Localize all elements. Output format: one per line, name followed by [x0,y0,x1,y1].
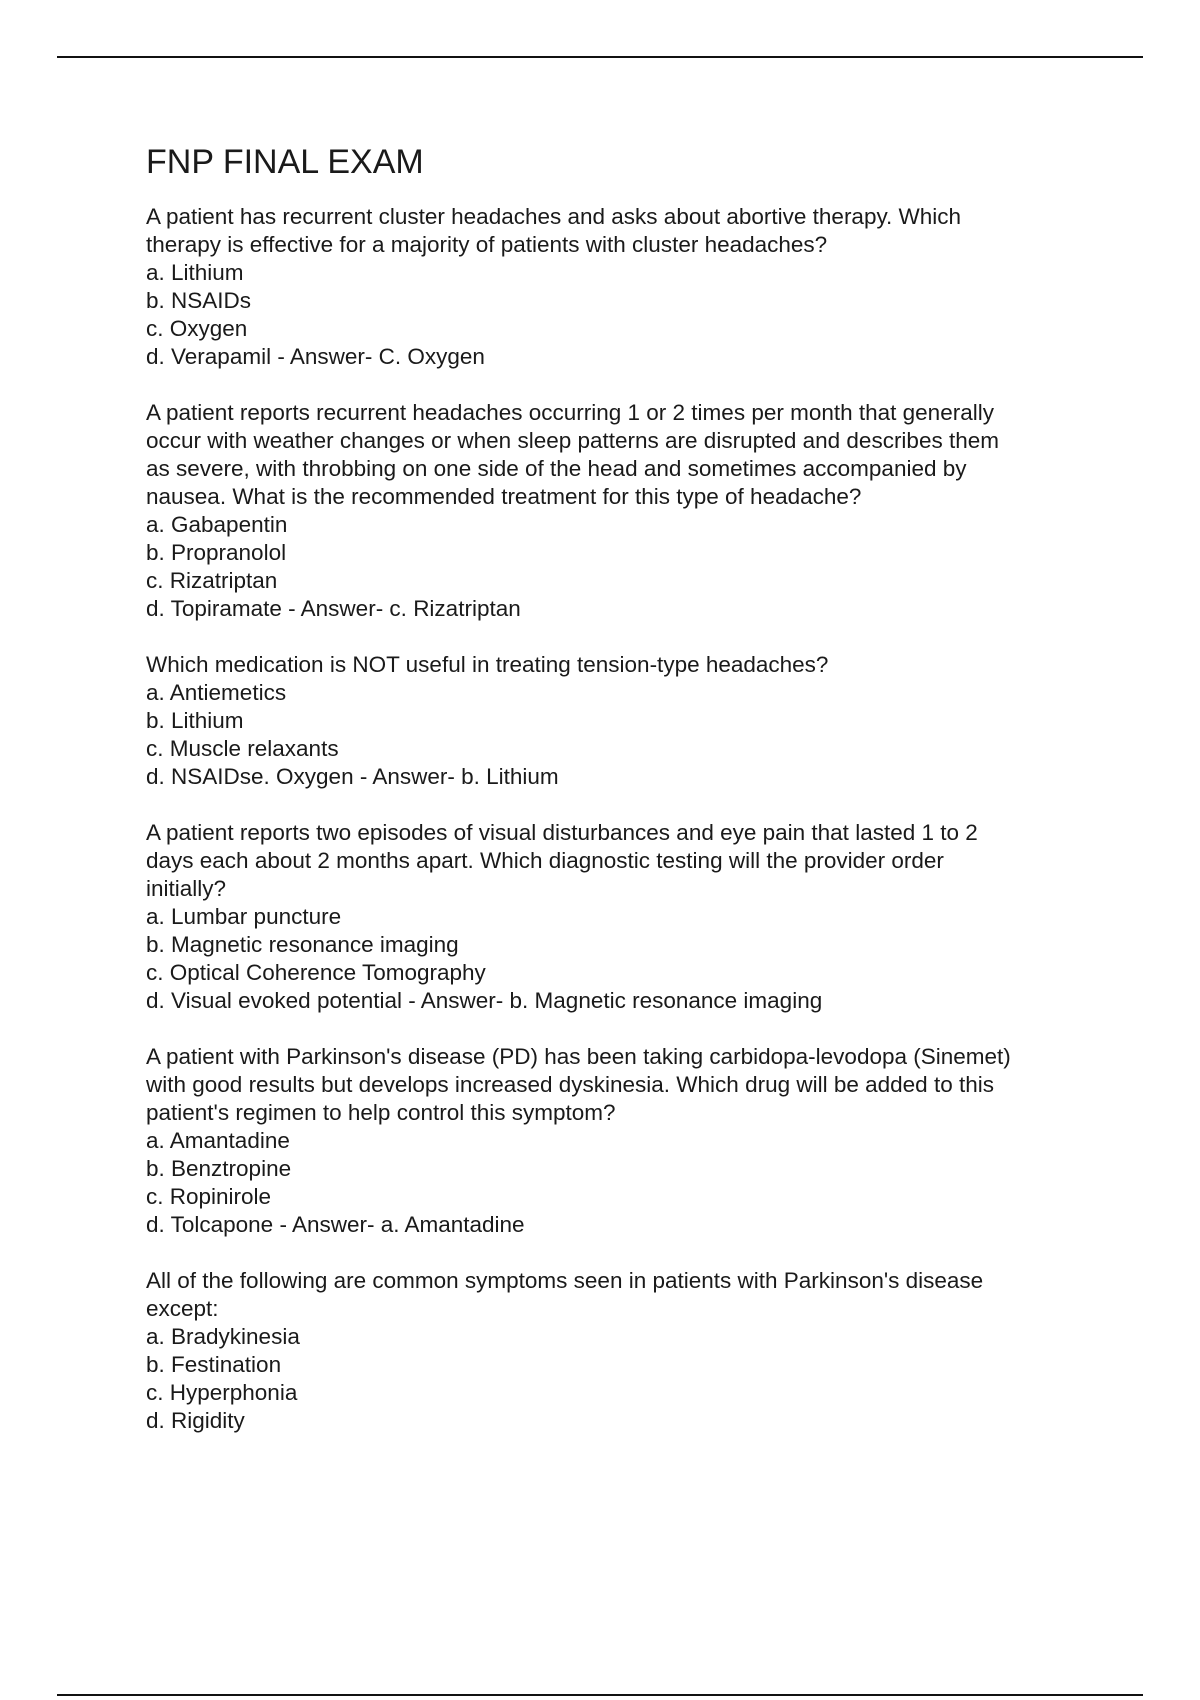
answer-option: c. Optical Coherence Tomography [146,960,486,985]
answer-option: c. Muscle relaxants [146,736,339,761]
answer-option: b. Lithium [146,708,244,733]
answer-option: a. Amantadine [146,1128,290,1153]
answer-option: a. Antiemetics [146,680,287,705]
question-1 [146,203,1096,371]
question-text: with good results but develops increased dyskinesia. Which drug will be added to this [146,1072,994,1097]
answer-option-with-answer: d. Visual evoked potential - Answer- b. Magnetic resonance imaging [146,988,823,1013]
question-text: as severe, with throbbing on one side of the head and sometimes accompanied by [146,456,967,481]
answer-option: a. Lumbar puncture [146,904,342,929]
question-text: occur with weather changes or when sleep patterns are disrupted and describes them [146,428,999,453]
answer-option: d. Rigidity [146,1408,245,1433]
bottom-divider [57,1694,1143,1696]
question-text: patient's regimen to help control this symptom? [146,1100,616,1125]
answer-option: b. NSAIDs [146,288,252,313]
question-text: except: [146,1296,219,1321]
question-5 [146,1043,1096,1239]
question-text: initially? [146,876,227,901]
question-text: Which medication is NOT useful in treating tension-type headaches? [146,652,829,677]
question-text: A patient has recurrent cluster headaches and asks about abortive therapy. Which [146,204,962,229]
answer-option: c. Oxygen [146,316,248,341]
question-2 [146,399,1096,623]
answer-option-with-answer: d. Topiramate - Answer- c. Rizatriptan [146,596,521,621]
question-text: A patient reports two episodes of visual disturbances and eye pain that lasted 1 to 2 [146,820,978,845]
answer-option: c. Ropinirole [146,1184,272,1209]
answer-option: a. Lithium [146,260,244,285]
answer-option-with-answer: d. NSAIDse. Oxygen - Answer- b. Lithium [146,764,559,789]
answer-option: b. Festination [146,1352,282,1377]
question-text: therapy is effective for a majority of patients with cluster headaches? [146,232,828,257]
question-text: nausea. What is the recommended treatment for this type of headache? [146,484,862,509]
answer-option: b. Benztropine [146,1156,292,1181]
answer-option-with-answer: d. Verapamil - Answer- C. Oxygen [146,344,485,369]
question-text: days each about 2 months apart. Which diagnostic testing will the provider order [146,848,944,873]
document-title: FNP FINAL EXAM [146,143,424,181]
answer-option: a. Gabapentin [146,512,288,537]
question-text: A patient reports recurrent headaches occurring 1 or 2 times per month that generally [146,400,994,425]
question-6 [146,1267,1096,1435]
answer-option: b. Magnetic resonance imaging [146,932,459,957]
question-text: All of the following are common symptoms seen in patients with Parkinson's disease [146,1268,984,1293]
answer-option: a. Bradykinesia [146,1324,300,1349]
question-3 [146,651,1096,791]
question-text: A patient with Parkinson's disease (PD) has been taking carbidopa-levodopa (Sinemet) [146,1044,1011,1069]
answer-option-with-answer: d. Tolcapone - Answer- a. Amantadine [146,1212,525,1237]
answer-option: c. Hyperphonia [146,1380,298,1405]
question-4 [146,819,1096,1015]
answer-option: b. Propranolol [146,540,287,565]
document-body [146,140,1096,1463]
top-divider [57,56,1143,58]
answer-option: c. Rizatriptan [146,568,278,593]
